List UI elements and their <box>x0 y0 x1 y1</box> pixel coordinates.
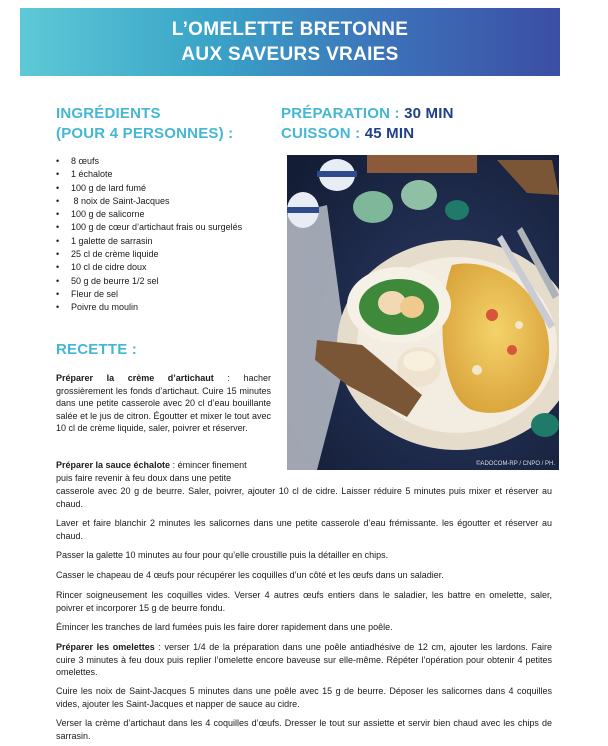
cook-label: CUISSON : <box>281 125 365 142</box>
ingredient-text: 25 cl de crème liquide <box>71 249 159 260</box>
ingredient-item <box>56 235 242 248</box>
bullet-icon: • <box>56 156 60 166</box>
ingredient-item <box>56 288 242 301</box>
ingredients-heading-line-2: (POUR 4 PERSONNES) : <box>56 125 234 142</box>
ingredient-text: 8 œufs <box>71 156 100 166</box>
step-shallot-sauce-title: Préparer la sauce échalote <box>56 460 171 470</box>
ingredient-text: 10 cl de cidre doux <box>71 262 147 273</box>
step-salicornia: Laver et faire blanchir 2 minutes les salicornes dans une petite casserole d’eau frémissante. les égoutter et réserver au chaud. <box>56 518 552 541</box>
step-serve: Verser la crème d’artichaut dans les 4 coquilles d’œufs. Dresser le tout sur assiette et servir bien chaud avec les chips de sarrasin. <box>56 718 552 741</box>
ingredient-text: Poivre du moulin <box>71 302 139 313</box>
bullet-icon: • <box>56 195 60 206</box>
ingredient-text: 100 g de cœur d’artichaut frais ou surgelés <box>71 222 243 233</box>
step-omelettes-title: Préparer les omelettes <box>56 642 155 652</box>
bullet-icon: • <box>56 249 60 260</box>
step-artichoke-cream-title: Préparer la crème d’artichaut <box>56 373 214 383</box>
title-banner <box>20 8 560 76</box>
ingredient-text: Fleur de sel <box>71 288 119 299</box>
step-shallot-sauce-rest: casserole avec 20 g de beurre. Saler, poivrer, ajouter 10 cl de cidre. Laisser réduire 5 minutes puis mixer et réserver au chaud. <box>56 486 552 509</box>
step-crack-eggs: Casser le chapeau de 4 œufs pour récupérer les coquilles d’un côté et les œufs dans un saladier. <box>56 570 444 580</box>
bullet-icon: • <box>56 275 60 286</box>
ingredient-item <box>56 168 242 181</box>
ingredient-item <box>56 195 242 208</box>
title-line-1: L’OMELETTE BRETONNE <box>171 19 409 40</box>
ingredients-heading-line-1: INGRÉDIENTS <box>56 105 161 122</box>
step-beat-eggs: Rincer soigneusement les coquilles vides. Verser 4 autres œufs entiers dans le saladier, les battre en omelette, saler, poivrer et incorporer 15 g de beurre fondu. <box>56 590 552 613</box>
ingredient-text: 100 g de lard fumé <box>71 182 147 193</box>
ingredient-item <box>56 221 242 234</box>
ingredient-item <box>56 248 242 261</box>
step-bacon: Émincer les tranches de lard fumées puis les faire dorer rapidement dans une poêle. <box>56 622 393 632</box>
step-artichoke-cream <box>56 372 271 435</box>
prep-value: 30 MIN <box>404 105 454 122</box>
ingredient-text: 50 g de beurre 1/2 sel <box>71 275 159 286</box>
step-omelettes <box>56 641 552 679</box>
bullet-icon: • <box>56 169 60 180</box>
ingredient-item <box>56 261 242 274</box>
ingredient-item <box>56 275 242 288</box>
recipe-photo <box>287 155 559 470</box>
bullet-icon: • <box>56 222 60 233</box>
timing-heading <box>281 104 454 144</box>
title-line-2: AUX SAVEURS VRAIES <box>181 44 399 65</box>
ingredient-text: 1 échalote <box>71 169 113 180</box>
ingredient-item <box>56 155 242 168</box>
bullet-icon: • <box>56 209 60 220</box>
bullet-icon: • <box>56 182 60 193</box>
recipe-heading: RECETTE : <box>56 341 137 358</box>
bullet-icon: • <box>56 262 60 273</box>
ingredients-list <box>56 155 242 315</box>
cook-value: 45 MIN <box>364 125 415 142</box>
ingredient-text: 8 noix de Saint-Jacques <box>71 195 170 206</box>
ingredient-text: 100 g de salicorne <box>71 209 145 220</box>
step-galette-chips: Passer la galette 10 minutes au four pour qu’elle croustille puis la détailler en chips. <box>56 550 389 560</box>
prep-time <box>281 104 454 124</box>
step-shallot-sauce-line-1 <box>56 459 247 472</box>
ingredient-item <box>56 208 242 221</box>
ingredients-heading <box>56 104 233 144</box>
prep-label: PRÉPARATION : <box>281 105 405 122</box>
bullet-icon: • <box>56 235 60 246</box>
step-omelettes-text: : verser 1/4 de la préparation dans une poêle antiadhésive de 12 cm, ajouter les lardons. Faire cuire 3 minutes à feu doux puis replier l’omelette encore baveuse sur elle-même. Répéter l’opération pour obtenir 4 petites omelettes. <box>56 642 552 678</box>
bullet-icon: • <box>56 302 60 313</box>
step-artichoke-cream-text: : hacher grossièrement les fonds d’artichaut. Cuire 15 minutes dans une petite casserole avec 20 cl d’eau bouillante salée et le jus de citron. Égoutter et mixer le tout avec 10 cl de crème liquide, saler, poivrer et réserver. <box>56 373 271 434</box>
step-scallops: Cuire les noix de Saint-Jacques 5 minutes dans une poêle avec 15 g de beurre. Déposer les salicornes dans 4 coquilles vides, ajouter les Saint-Jacques et napper de sauce au cidre. <box>56 686 552 709</box>
ingredient-text: 1 galette de sarrasin <box>71 235 153 246</box>
ingredient-item <box>56 182 242 195</box>
step-shallot-sauce-text-a: : émincer finement <box>170 460 247 470</box>
bullet-icon: • <box>56 288 60 299</box>
photo-credit: ©ADOCOM-RP / CNPO / PH. <box>476 461 555 467</box>
cook-time <box>281 124 454 144</box>
ingredient-item <box>56 301 242 314</box>
step-shallot-sauce-line-2: puis faire revenir à feu doux dans une petite <box>56 473 232 483</box>
omelette-plate-image <box>287 155 559 470</box>
